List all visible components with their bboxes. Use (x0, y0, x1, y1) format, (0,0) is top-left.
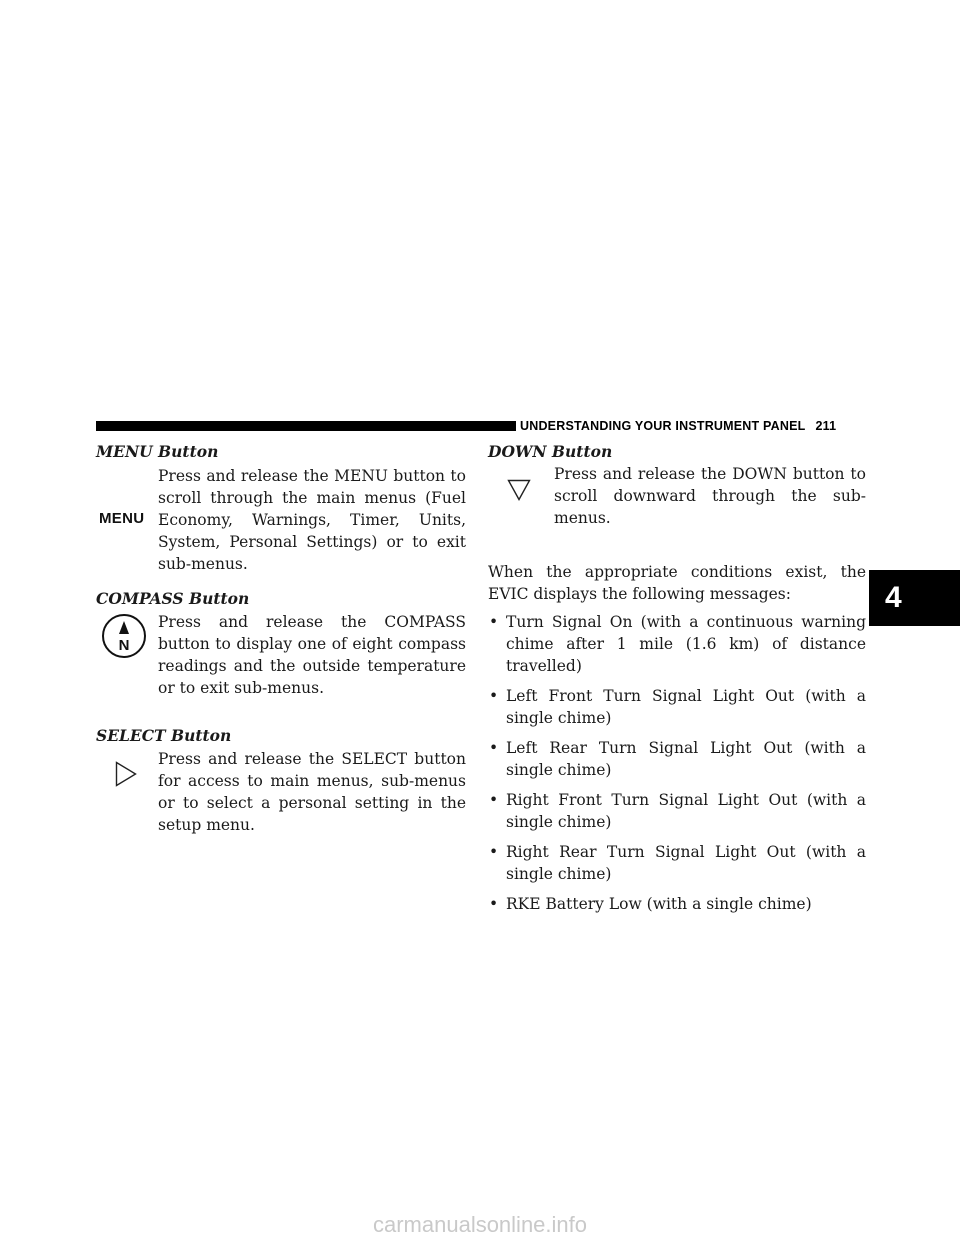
bullet: • (489, 791, 499, 809)
list-item (488, 789, 866, 833)
list-item (488, 737, 866, 781)
compass-icon (101, 613, 147, 659)
down-button-heading: DOWN Button (488, 442, 613, 461)
messages-intro: When the appropriate conditions exist, the EVIC displays the following messages: (488, 563, 866, 603)
menu-button-section (96, 465, 466, 575)
bullet: • (489, 613, 499, 631)
message-text: Left Front Turn Signal Light Out (with a single chime) (506, 687, 866, 727)
page-number: 211 (815, 419, 837, 433)
compass-north-label: N (118, 637, 130, 654)
message-text: Turn Signal On (with a continuous warning chime after 1 mile (1.6 km) of distance travelled) (506, 613, 866, 675)
section-title: UNDERSTANDING YOUR INSTRUMENT PANEL (520, 419, 806, 433)
running-header (520, 419, 836, 433)
bullet: • (489, 843, 499, 861)
menu-button-description: Press and release the MENU button to scroll through the main menus (Fuel Economy, Warnings, Timer, Units, System, Personal Settings) or to exit sub-menus. (158, 467, 466, 573)
list-item (488, 685, 866, 729)
select-button-description: Press and release the SELECT button for access to main menus, sub-menus or to select a personal setting in the setup menu. (158, 750, 466, 834)
down-button-description: Press and release the DOWN button to scroll downward through the sub-menus. (554, 465, 866, 527)
right-column (488, 441, 866, 915)
bullet: • (489, 895, 499, 913)
left-column (96, 441, 466, 836)
message-text: Right Rear Turn Signal Light Out (with a single chime) (506, 843, 866, 883)
select-button-section (96, 748, 466, 836)
message-text: RKE Battery Low (with a single chime) (506, 895, 812, 913)
message-text: Right Front Turn Signal Light Out (with a single chime) (506, 791, 866, 831)
chapter-tab: 4 (869, 570, 960, 626)
list-item (488, 841, 866, 885)
menu-button-heading: MENU Button (96, 442, 219, 461)
message-text: Left Rear Turn Signal Light Out (with a single chime) (506, 739, 866, 779)
down-button-section (488, 463, 866, 529)
right-triangle-icon (115, 761, 137, 787)
compass-button-section (96, 611, 466, 699)
watermark: carmanualsonline.info (372, 1212, 588, 1237)
select-button-heading: SELECT Button (96, 726, 232, 745)
down-triangle-icon (507, 479, 531, 501)
compass-button-heading: COMPASS Button (96, 589, 250, 608)
message-list (488, 611, 866, 915)
list-item (488, 893, 866, 915)
bullet: • (489, 739, 499, 757)
bullet: • (489, 687, 499, 705)
list-item (488, 611, 866, 677)
compass-button-description: Press and release the COMPASS button to display one of eight compass readings and the outside temperature or to exit sub-menus. (158, 613, 466, 697)
menu-button-icon: MENU (99, 510, 145, 527)
header-rule (96, 421, 516, 431)
